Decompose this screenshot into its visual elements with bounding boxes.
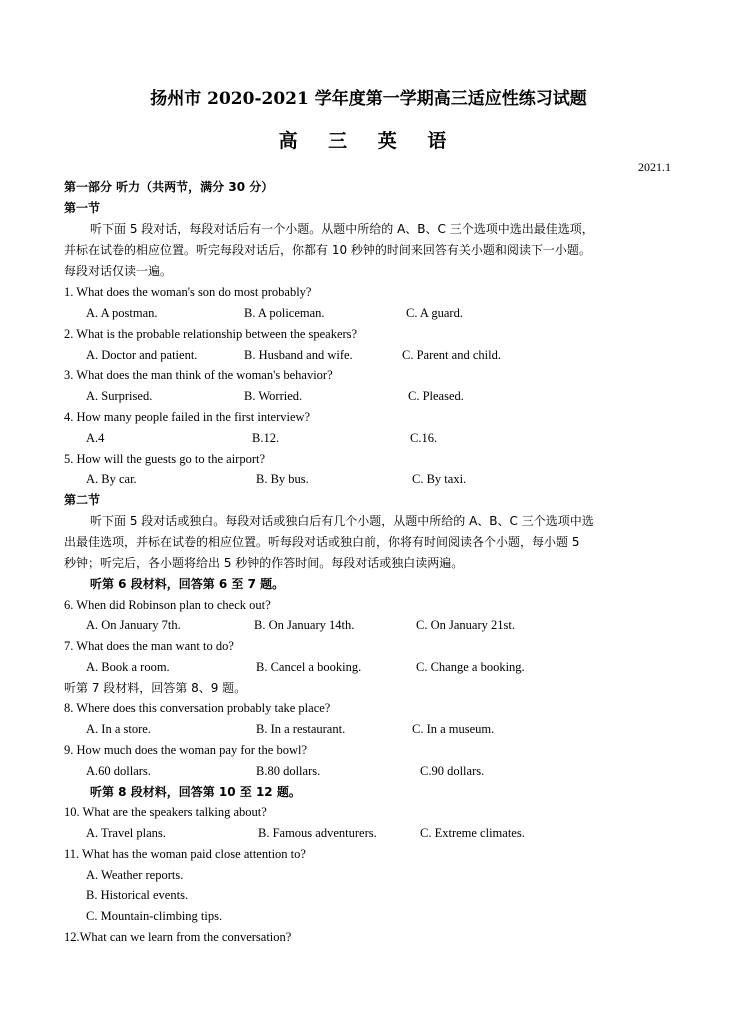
q1-option-c: C. A guard. <box>406 306 463 320</box>
exam-title: 扬州市 2020-2021 学年度第一学期高三适应性练习试题 <box>150 89 587 109</box>
section1-instruction-2: 并标在试卷的相应位置。听完每段对话后，你都有 10 秒钟的时间来回答有关小题和阅读下一小题。 <box>64 243 591 257</box>
q3-option-a: A. Surprised. <box>86 389 153 403</box>
q11-option-a: A. Weather reports. <box>86 868 184 882</box>
q2-option-c: C. Parent and child. <box>402 348 501 362</box>
section2-instruction-3: 秒钟；听完后，各小题将给出 5 秒钟的作答时间。每段对话或独白读两遍。 <box>64 556 464 570</box>
material-7-heading: 听第 7 段材料，回答第 8、9 题。 <box>64 681 247 695</box>
q11-option-b: B. Historical events. <box>86 888 189 902</box>
section2-instruction-2: 出最佳选项，并标在试卷的相应位置。听每段对话或独白前，你将有时间阅读各个小题，每小题 5 <box>64 535 580 549</box>
q8-option-b: B. In a restaurant. <box>256 722 346 736</box>
q8-option-c: C. In a museum. <box>412 722 495 736</box>
material-6-heading: 听第 6 段材料，回答第 6 至 7 题。 <box>90 577 285 591</box>
question-9: 9. How much does the woman pay for the bowl? <box>64 743 307 757</box>
q5-option-a: A. By car. <box>86 472 137 486</box>
question-3: 3. What does the man think of the woman's behavior? <box>64 368 333 382</box>
q6-option-a: A. On January 7th. <box>86 618 181 632</box>
question-7: 7. What does the man want to do? <box>64 639 234 653</box>
q3-option-b: B. Worried. <box>244 389 303 403</box>
q9-option-c: C.90 dollars. <box>420 764 485 778</box>
q10-option-b: B. Famous adventurers. <box>258 826 377 840</box>
q1-option-a: A. A postman. <box>86 306 158 320</box>
q5-option-c: C. By taxi. <box>412 472 467 486</box>
q1-option-b: B. A policeman. <box>244 306 325 320</box>
q4-option-a: A.4 <box>86 431 105 445</box>
q11-option-c: C. Mountain-climbing tips. <box>86 909 223 923</box>
q10-option-a: A. Travel plans. <box>86 826 166 840</box>
q2-option-a: A. Doctor and patient. <box>86 348 198 362</box>
question-11: 11. What has the woman paid close attention to? <box>64 847 306 861</box>
q8-option-a: A. In a store. <box>86 722 151 736</box>
section2-heading: 第二节 <box>64 493 101 507</box>
q6-option-c: C. On January 21st. <box>416 618 515 632</box>
q2-option-b: B. Husband and wife. <box>244 348 353 362</box>
question-8: 8. Where does this conversation probably take place? <box>64 701 331 715</box>
q9-option-b: B.80 dollars. <box>256 764 321 778</box>
q7-option-a: A. Book a room. <box>86 660 170 674</box>
q4-option-b: B.12. <box>252 431 280 445</box>
part1-heading: 第一部分 听力（共两节，满分 30 分） <box>64 180 274 194</box>
section2-instruction-1: 听下面 5 段对话或独白。每段对话或独白后有几个小题，从题中所给的 A、B、C 三个选项中选 <box>90 514 594 528</box>
q6-option-b: B. On January 14th. <box>254 618 355 632</box>
exam-date: 2021.1 <box>638 160 671 174</box>
section1-instruction-1: 听下面 5 段对话，每段对话后有一个小题。从题中所给的 A、B、C 三个选项中选出最佳选项， <box>90 222 594 236</box>
q7-option-c: C. Change a booking. <box>416 660 525 674</box>
question-10: 10. What are the speakers talking about? <box>64 805 267 819</box>
q10-option-c: C. Extreme climates. <box>420 826 525 840</box>
question-5: 5. How will the guests go to the airport? <box>64 452 266 466</box>
question-2: 2. What is the probable relationship between the speakers? <box>64 327 358 341</box>
material-8-heading: 听第 8 段材料，回答第 10 至 12 题。 <box>90 785 301 799</box>
question-6: 6. When did Robinson plan to check out? <box>64 598 271 612</box>
section1-instruction-3: 每段对话仅读一遍。 <box>64 264 173 278</box>
q4-option-c: C.16. <box>410 431 438 445</box>
question-1: 1. What does the woman's son do most probably? <box>64 285 312 299</box>
question-4: 4. How many people failed in the first interview? <box>64 410 311 424</box>
question-12: 12.What can we learn from the conversation? <box>64 930 292 944</box>
q5-option-b: B. By bus. <box>256 472 309 486</box>
section1-heading: 第一节 <box>64 201 101 215</box>
subject-title: 高 三 英 语 <box>278 130 459 152</box>
q7-option-b: B. Cancel a booking. <box>256 660 362 674</box>
q3-option-c: C. Pleased. <box>408 389 464 403</box>
q9-option-a: A.60 dollars. <box>86 764 151 778</box>
